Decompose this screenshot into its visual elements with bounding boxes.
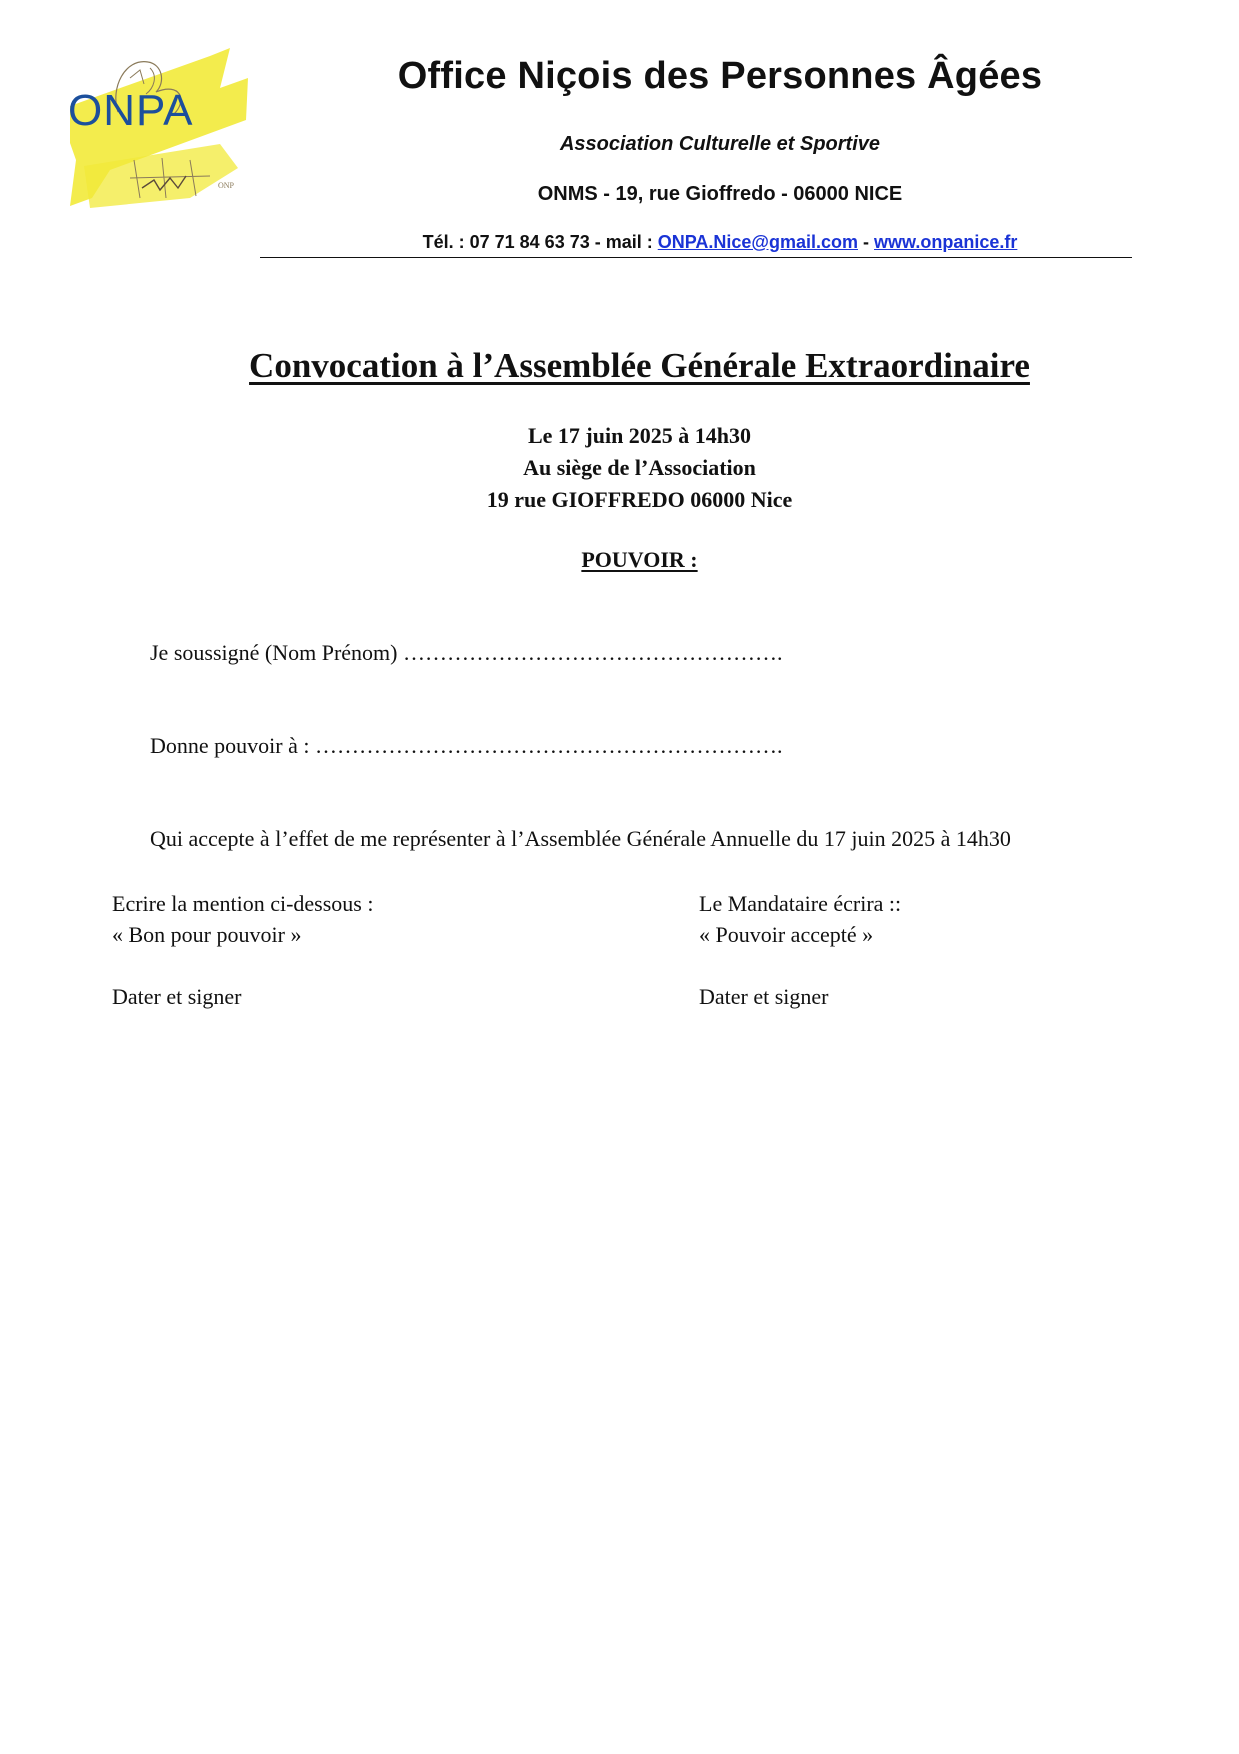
mandant-mention: « Bon pour pouvoir » <box>112 922 302 947</box>
pouvoir-heading: POUVOIR : <box>581 547 698 572</box>
meeting-info <box>0 420 1239 516</box>
phone-text: Tél. : 07 71 84 63 73 - mail : <box>422 232 658 252</box>
contact-separator: - <box>858 232 875 252</box>
mandataire-signature-block <box>699 888 901 1012</box>
meeting-date: Le 17 juin 2025 à 14h30 <box>527 423 752 448</box>
mandataire-instruction: Le Mandataire écrira :: <box>699 891 902 916</box>
header-divider <box>260 257 1132 258</box>
donne-pouvoir-field: Donne pouvoir à : ………………………………………………………. <box>150 733 783 758</box>
mandataire-date-sign: Dater et signer <box>699 984 829 1009</box>
org-address: ONMS - 19, rue Gioffredo - 06000 NICE <box>537 183 903 205</box>
email-link[interactable]: ONPA.Nice@gmail.com <box>657 232 859 252</box>
accepte-statement: Qui accepte à l’effet de me représenter à l’Assemblée Générale Annuelle du 17 juin 2025 à 14h30 <box>150 826 1011 851</box>
org-subtitle: Association Culturelle et Sportive <box>559 133 881 155</box>
mandant-instruction: Ecrire la mention ci-dessous : <box>112 891 374 916</box>
svg-text:ONP: ONP <box>218 181 235 190</box>
soussigne-field: Je soussigné (Nom Prénom) ……………………………………………. <box>150 640 783 665</box>
mandataire-mention: « Pouvoir accepté » <box>699 922 874 947</box>
document-title: Convocation à l’Assemblée Générale Extraordinaire <box>249 346 1030 385</box>
website-link[interactable]: www.onpanice.fr <box>874 232 1018 252</box>
org-contact-line <box>270 232 1170 253</box>
mandant-date-sign: Dater et signer <box>112 984 242 1009</box>
org-name: Office Niçois des Personnes Âgées <box>397 55 1043 97</box>
onpa-logo <box>70 48 250 213</box>
meeting-address: 19 rue GIOFFREDO 06000 Nice <box>486 487 793 512</box>
mandant-signature-block <box>112 888 373 1012</box>
onpa-logo-text: ONPA <box>68 86 194 135</box>
meeting-place: Au siège de l’Association <box>523 455 756 480</box>
